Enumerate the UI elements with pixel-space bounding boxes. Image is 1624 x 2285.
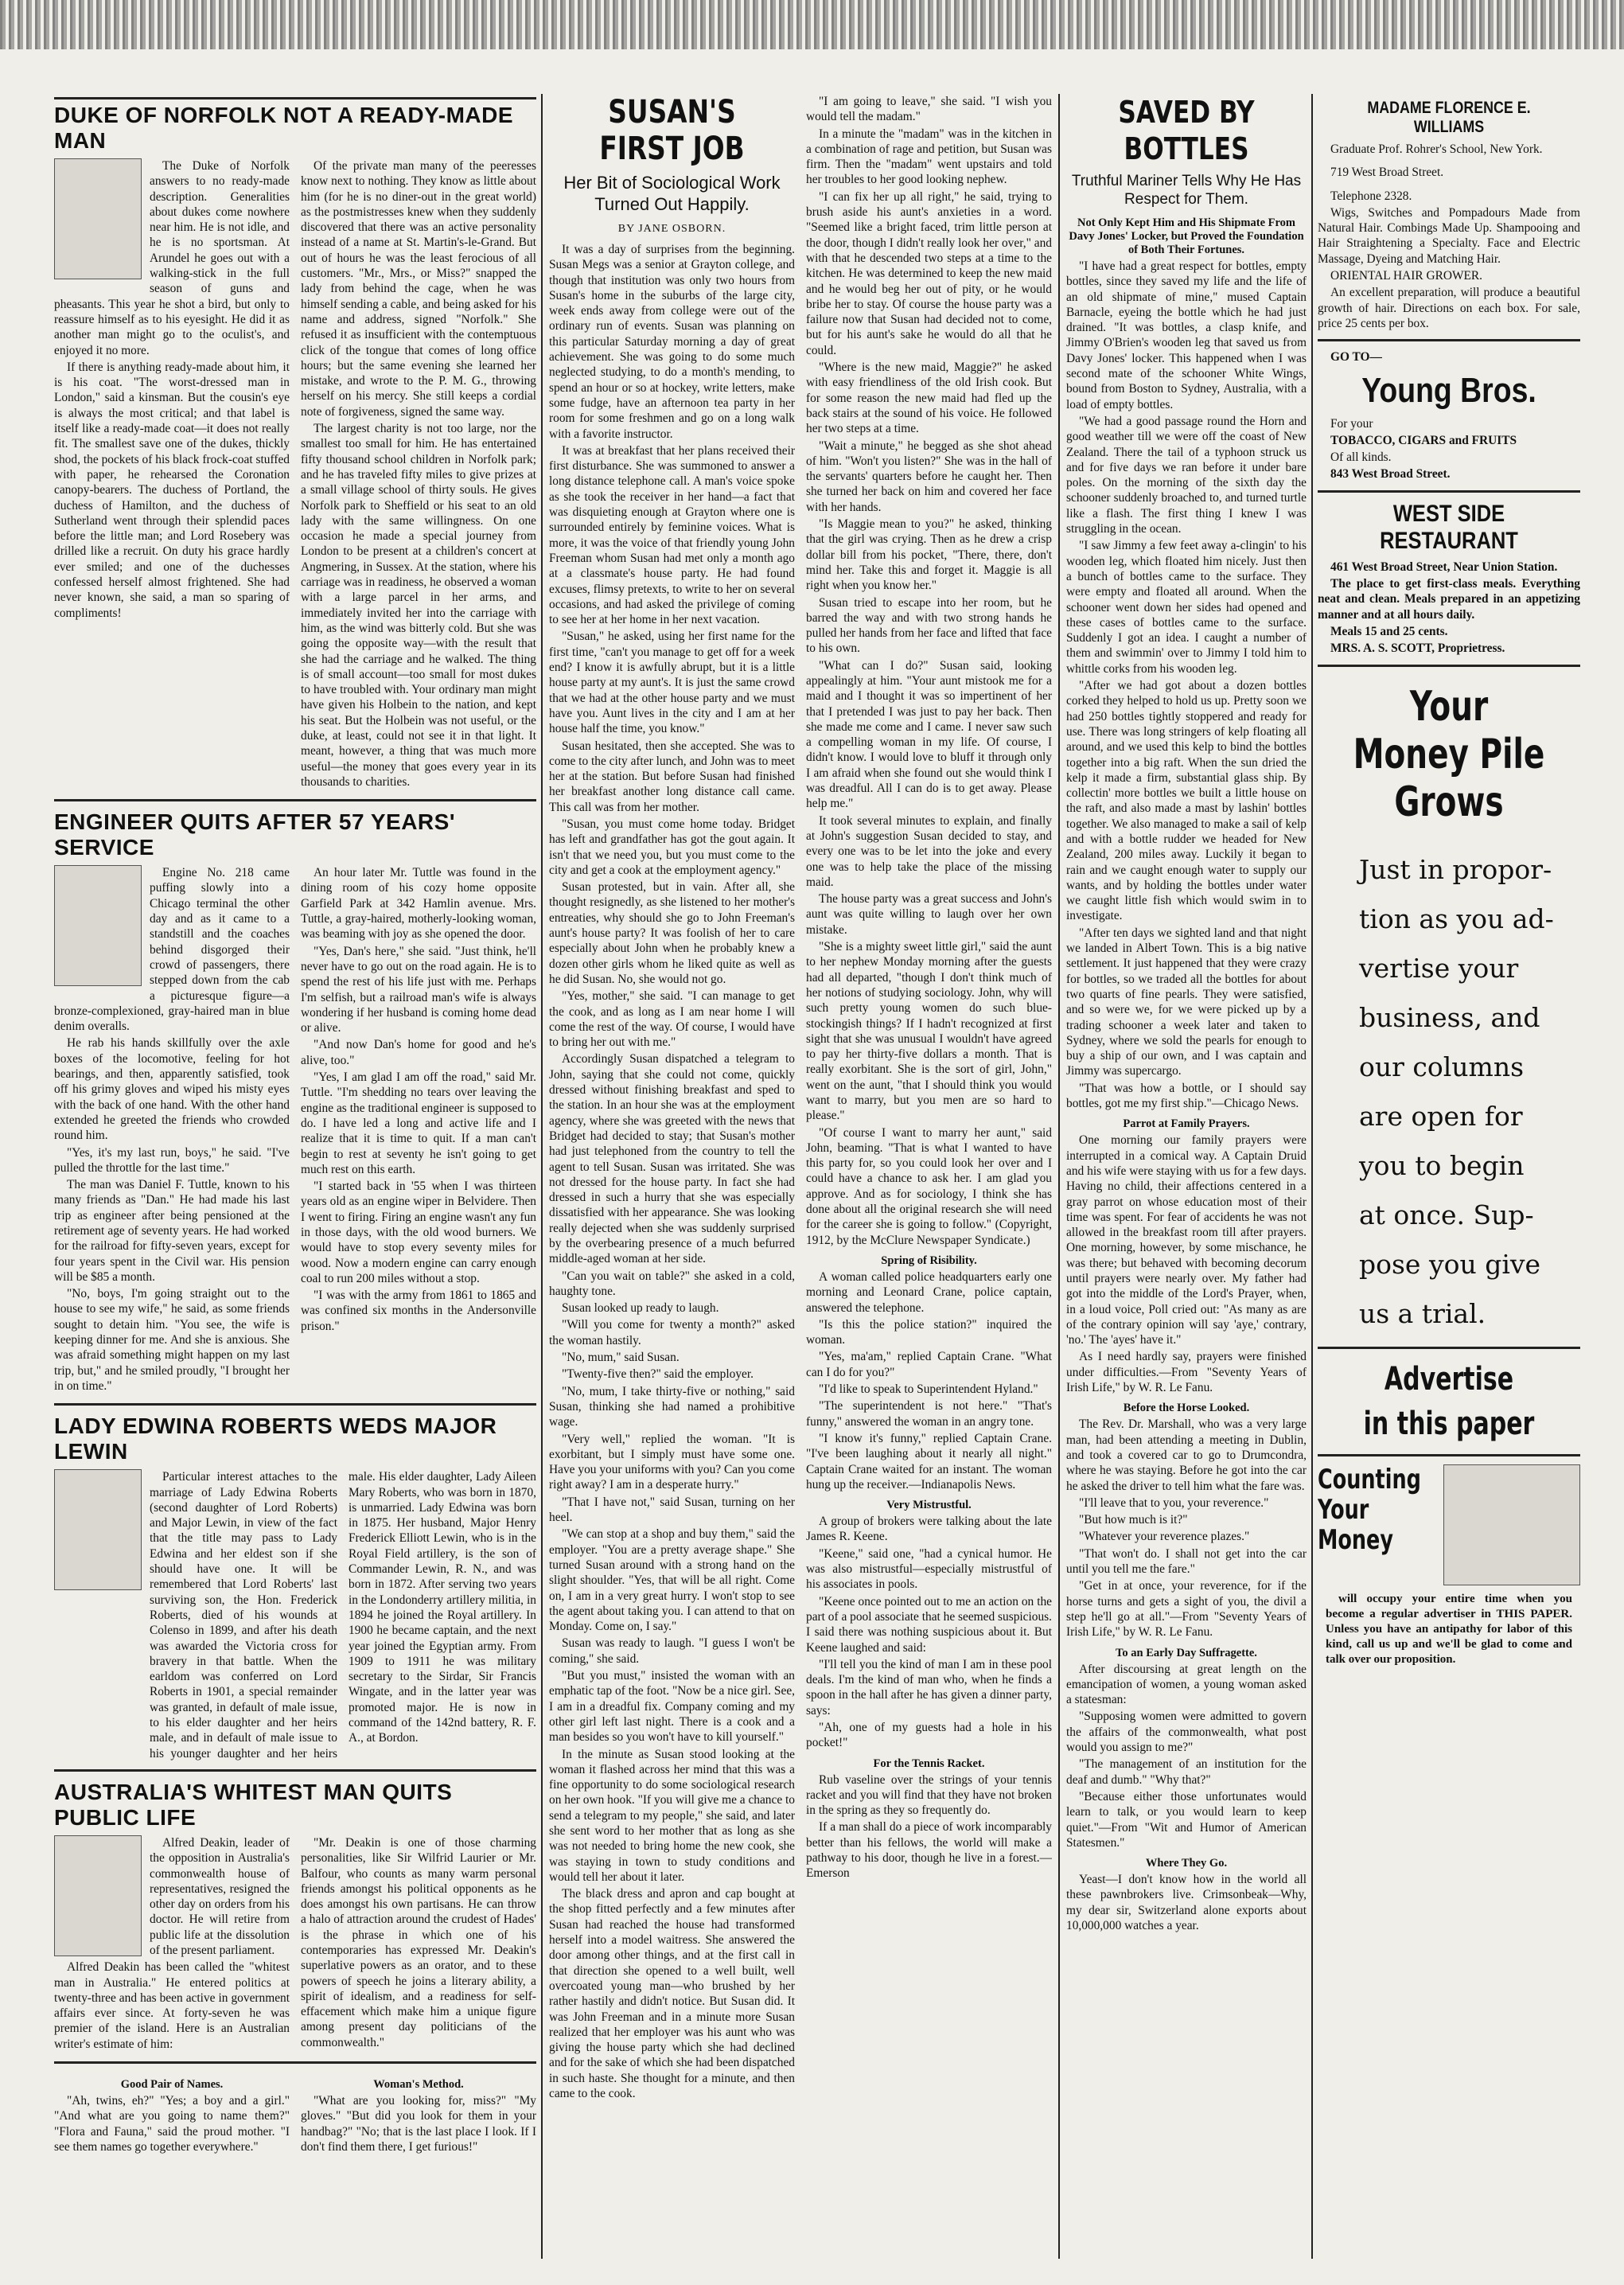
duke-portrait bbox=[54, 158, 142, 279]
susan-para: "No, mum, I take thirty-five or nothing," said Susan, thinking she had named a prohibitive wage. bbox=[549, 1384, 795, 1429]
tennis-title: For the Tennis Racket. bbox=[873, 1757, 985, 1770]
bottles-para: "I saw Jimmy a few feet away a-clingin' to his wooden leg, which floated him nicely. Just then a bunch of bottles came to the surface. They were empty and floated all around. When the schooner went down her sides had opened and these cases of bottles came to the surface. Suddenly I got an idea. I caught a number of them and swimmin' over to Jimmy I told him to whittle corks from his wooden leg. bbox=[1066, 539, 1307, 676]
bottles-subhead: Truthful Mariner Tells Why He Has Respect for Them. bbox=[1071, 173, 1302, 208]
money-ad-line: are open for bbox=[1359, 1100, 1523, 1132]
west-ad-line: 461 West Broad Street, Near Union Station. bbox=[1330, 560, 1558, 574]
ad-rule bbox=[1318, 1454, 1580, 1456]
method-text: "What are you looking for, miss?" "My gloves." "But did you look for them in your handbag?" "No; that is the last place I look. If I don't find them there, I get furious!" bbox=[301, 2094, 536, 2154]
mistrustful-para: "Keene," said one, "had a cynical humor. He was also mistrustful—especially mistrustful of his associates in pools. bbox=[806, 1546, 1052, 1592]
money-ad-line: us a trial. bbox=[1359, 1297, 1486, 1329]
susan-para: Susan looked up ready to laugh. bbox=[562, 1301, 719, 1316]
susan-para: "We can stop at a shop and buy them," said the employer. "You are a pretty average shape." She turned Susan around with a strong hand on the slight shoulder. "Yes, that will be all right. Come on, I am in a very great hurry. I won't stop to see the agent about taking you. I can attend to that on Monday. Come on, I say." bbox=[549, 1527, 795, 1634]
susan-para: "Is Maggie mean to you?" he asked, thinking that the girl was crying. Then as he drew a crisp dollar bill from his pocket, "There, there, don't mind her. Take this and forget it. Maggie is all right when you know her." bbox=[806, 517, 1052, 593]
norfolk-para: The largest charity is not too large, nor the smallest too small for him. He has entertained fifty thousand school children in Norfolk park; and he has traveled fifty miles to give prizes at a small village school of thirty souls. He gives Norfolk park to Sheffield or his seat to an old lady with the same willingness. On one occasion he made a special journey from London to be present at a children's concert at Angmering, in Sussex. At the station, where his carriage was in readiness, he observed a woman with a large parcel in her arms, and immediately invited her into the carriage with him, as the wind was bitterly cold. But she was going the opposite way—with the result that she had the carriage and he walked. The thing is of small account—too small for most dukes to have troubled with. Your ordinary man might have given his Holbein to the nation, and kept his seat. But the Holbein was not useful, or the duke, at least, could not see it in that light. It meant, however, a thing that was much more useful—the money that goes every year in its thousands to charities. bbox=[301, 422, 536, 789]
susan-para: Susan tried to escape into her room, but he barred the way and with two strong hands he pulled her hands from her face and lifted that face to his own. bbox=[806, 595, 1052, 656]
engineer-para: "I was with the army from 1861 to 1865 and was confined six months in the Andersonville prison." bbox=[301, 1289, 536, 1333]
norfolk-headline: DUKE OF NORFOLK NOT A READY-MADE MAN bbox=[54, 97, 536, 154]
bottles-column bbox=[1066, 94, 1307, 2253]
names-title: Good Pair of Names. bbox=[120, 2078, 224, 2092]
section-rule bbox=[54, 1769, 536, 1772]
susan-para: It was at breakfast that her plans received their first disturbance. She was summoned to answer a long distance telephone call. A man's voice spoke as she took the receiver in her hand—a fact that was disquieting enough at Grayton where one is surrounded entirely by feminine voices. What is more, it was the voice of that friendly young John Freeman whom Susan had met only a month ago at a classmate's house party. He had found excuses, flimsy pretexts, to write to her on several occasions, and had asked the privilege of coming to see her at her home in her next vacation. bbox=[549, 443, 795, 627]
susan-para: In the minute as Susan stood looking at the woman it flashed across her mind that this was a fine opportunity to do some sociological research on her own hook. "If you will give me a chance to send a telegram to my people," she said, and later she sent word to her mother that as long as she was not needed to bring home the new cook, she was staying in town to study conditions and would tell her about it later. bbox=[549, 1747, 795, 1884]
williams-ad-name: MADAME FLORENCE E. WILLIAMS bbox=[1367, 99, 1531, 136]
norfolk-para: The Duke of Norfolk answers to no ready-made description. Generalities about dukes come nowhere near him. He is not idle, and he is no sportsman. At Arundel he goes out with a walking-stick in the full season of guns and pheasants. This year he shot a bird, but only to reassure himself as to his eyesight. He did it as another man might go to the oculist's, and enjoyed it no more. bbox=[54, 159, 290, 357]
section-rule bbox=[54, 1403, 536, 1406]
bottles-para: "We had a good passage round the Horn and good weather till we were off the coast of New Zealand. There the tail of a typhoon struck us and for five days we ran before it under bare poles. On the morning of the sixth day the schooner suddenly broached to, and turned turtle like a flash. The first thing I knew I was struggling in the ocean. bbox=[1066, 414, 1307, 536]
susan-para: "Susan, you must come home today. Bridget has left and grandfather has got the gout again. It isn't that we need you, but you must come to the city and get a cook at the employment agency." bbox=[549, 817, 795, 877]
susan-para: "Can you wait on table?" she asked in a cold, haughty tone. bbox=[549, 1269, 795, 1298]
engineer-portrait bbox=[54, 865, 142, 986]
money-ad-line: our columns bbox=[1359, 1051, 1525, 1082]
young-ad-name: Young Bros. bbox=[1361, 370, 1536, 410]
money-ad-line: vertise your bbox=[1359, 952, 1519, 984]
money-ad-line: pose you give bbox=[1359, 1248, 1541, 1280]
risibility-para: "Yes, ma'am," replied Captain Crane. "What can I do for you?" bbox=[806, 1350, 1052, 1379]
risibility-para: "The superintendent is not here." "That's funny," answered the woman in an angry tone. bbox=[806, 1399, 1052, 1429]
money-ad-line: business, and bbox=[1359, 1001, 1540, 1033]
mistrustful-para: "Ah, one of my guests had a hole in his pocket!" bbox=[806, 1720, 1052, 1750]
ad-rule bbox=[1318, 490, 1580, 493]
susan-para: "Yes, mother," she said. "I can manage to get the cook, and as long as I am near home I will come the rest of the way. Of course, I would have to bring her out with me." bbox=[549, 989, 795, 1050]
money-ad-line: you to begin bbox=[1359, 1149, 1525, 1181]
engineer-para: Engine No. 218 came puffing slowly into a Chicago terminal the other day and as it came to a standstill and the coaches behind disgorged their crowd of passengers, there stepped down from the cab a picturesque figure—a bronze-complexioned, gray-haired man in blue denim overalls. bbox=[54, 866, 290, 1034]
suffragette-para: "Supposing women were admitted to govern the affairs of the commonwealth, what post would you assign to me?" bbox=[1066, 1710, 1307, 1755]
young-ad-line: 843 West Broad Street. bbox=[1330, 467, 1451, 482]
susan-para: Susan was ready to laugh. "I guess I won't be coming," she said. bbox=[549, 1636, 795, 1666]
young-ad-line: TOBACCO, CIGARS and FRUITS bbox=[1330, 433, 1517, 447]
bottles-para: "I have had a great respect for bottles, empty bottles, since they saved my life and the life of an old shipmate of mine," mused Captain Barnacle, eyeing the bottle which he had just drained. "It was bottles, a clasp knife, and Jimmy O'Brien's wooden leg that saved us from Davy Jones' locker. This happened when I was second mate of the schooner White Wings, bound from Boston to Sydney, Australia, with a load of empty bottles. bbox=[1066, 259, 1307, 411]
ad-rule bbox=[1318, 665, 1580, 667]
engineer-para: "Yes, Dan's here," she said. "Just think, he'll never have to go out on the road again. He is to spend the rest of his life just with me. Perhaps I'm selfish, but a railroad man's wife is always wondering if her husband is coming home dead or alive. bbox=[301, 944, 536, 1035]
column-rule bbox=[1311, 94, 1313, 2259]
williams-ad-line: ORIENTAL HAIR GROWER. bbox=[1330, 269, 1482, 283]
counting-ad-title: Counting Your Money bbox=[1318, 1463, 1421, 1556]
susan-para: "Wait a minute," he begged as she shot ahead of him. "Won't you listen?" She was in the hall of the servants' quarters before he caught her. Then she turned her back on him and covered her face with her hands. bbox=[806, 439, 1052, 514]
deakin-para: Alfred Deakin, leader of the opposition in Australia's commonwealth house of representatives, resigned the other day on orders from his doctor. He will retire from public life at the dissolution of the present parliament. bbox=[150, 1835, 290, 1957]
left-column bbox=[54, 94, 536, 2253]
susan-headline: SUSAN'S FIRST JOB bbox=[599, 94, 745, 167]
engineer-para: "No, boys, I'm going straight out to the house to see my wife," he said, as some friends sought to detain him. "You see, the wife is keeping dinner for me. And she is anxious. She was afraid something might happen on my last trip, but," and he smiled proudly, "I brought her in on time." bbox=[54, 1287, 290, 1393]
advertise-line: in this paper bbox=[1363, 1405, 1535, 1442]
susan-subhead: Her Bit of Sociological Work Turned Out Happily. bbox=[563, 173, 781, 214]
engineer-para: The man was Daniel F. Tuttle, known to his many friends as "Dan." He had made his last trip as engineer after being pensioned at the retirement age of seventy years. He had worked for the railroad for fifty-seven years, except for four years spent in the Civil war. His pension will be $85 a month. bbox=[54, 1178, 290, 1284]
ads-column bbox=[1318, 94, 1580, 2253]
horse-para: "But how much is it?" bbox=[1079, 1513, 1188, 1527]
where-they-go-title: Where They Go. bbox=[1145, 1857, 1228, 1870]
risibility-para: "I'd like to speak to Superintendent Hyland." bbox=[819, 1382, 1038, 1397]
susan-byline: BY JANE OSBORN. bbox=[617, 223, 726, 235]
mistrustful-para: "Keene once pointed out to me an action on the part of a pool associate that he seemed suspicious. I said there was nothing suspicious about it. But Keene laughed and said: bbox=[806, 1594, 1052, 1655]
susan-para: In a minute the "madam" was in the kitchen in a combination of rage and petition, but Susan was firm. Then the "madam" went upstairs and told her troubles to her good looking nephew. bbox=[806, 127, 1052, 187]
engineer-para: He rab his hands skillfully over the axle boxes of the locomotive, feeling for hot bearings, and then, apparently satisfied, took off his grimy gloves and wiped his misty eyes with the back of one hand. With the other hand extended he greeted the friends who crowded round him. bbox=[54, 1036, 290, 1143]
susan-para: "That I have not," said Susan, turning on her heel. bbox=[549, 1495, 795, 1525]
suffragette-para: "Because either those unfortunates would learn to talk, or you would learn to keep quiet."—From "Wit and Humor of American Statesmen." bbox=[1066, 1789, 1307, 1850]
susan-para: Susan protested, but in vain. After all, she thought resignedly, as she listened to her mother's entreaties, why should she go to John Freeman's aunt's house party? It was foolish of her to care especially about John when he probably knew a dozen other girls whom he liked quite as well as he did Susan. No, she would not go. bbox=[549, 880, 795, 986]
susan-column bbox=[549, 94, 1052, 2253]
mistrustful-para: "I'll tell you the kind of man I am in these pool deals. I'm the kind of man who, when he finds a spoon in the hall after he has given a dinner party, says: bbox=[806, 1657, 1052, 1718]
suffragette-para: After discoursing at great length on the emancipation of women, a young woman asked a statesman: bbox=[1066, 1662, 1307, 1707]
risibility-para: "Is this the police station?" inquired the woman. bbox=[806, 1317, 1052, 1347]
engineer-para: "Yes, it's my last run, boys," he said. "I've pulled the throttle for the last time." bbox=[54, 1145, 290, 1175]
horse-para: "Whatever your reverence plazes." bbox=[1079, 1530, 1250, 1544]
williams-ad-line: Graduate Prof. Rohrer's School, New York. bbox=[1330, 142, 1543, 156]
susan-para: "What can I do?" Susan said, looking appealingly at him. "Your aunt mistook me for a maid and I thought it was so impertinent of her that I pretended I was just to pay her back. Then she made me come and I came. I never saw such a compelling woman in my life. Of course, I didn't know. I would love to bluff it through only I am afraid when she found out she would think I was dreadful. All I can do is to get away. Please help me." bbox=[806, 658, 1052, 811]
edwina-headline: LADY EDWINA ROBERTS WEDS MAJOR LEWIN bbox=[54, 1414, 497, 1464]
williams-ad-line: An excellent preparation, will produce a beautiful growth of hair. Directions on each box. For sale, price 25 cents per box. bbox=[1318, 286, 1580, 330]
bottles-para: "After we had got about a dozen bottles corked they helped to hold us up. Pretty soon we had 250 bottles tightly stoppered and ready for use. There was long stringers of kelp floating all around, and we used this kelp to bind the bottles together into a big raft. When the sun dried the kelp it made a firm, substantial glass ship. By collectin' more bottles we built a little house on the raft, and also made a mast by lashin' bottles together. We also managed to make a sail of kelp and with a bottle rudder we headed for New Zealand, 200 miles away. Luckily it began to rain and we caught enough water to supply our wants, and by holding the bottles under water we caught little fish which would swim in to investigate. bbox=[1066, 679, 1307, 923]
risibility-para: "I know it's funny," replied Captain Crane. "I've been laughing about it nearly all night." Captain Crane waited for an instant. The woman hung up the receiver.—Indianapolis News. bbox=[806, 1431, 1052, 1491]
bottles-para: "After ten days we sighted land and that night we landed in Albert Town. This is a big native settlement. It just happened that they were crazy for bottles, so we traded all the bottles for about two quarts of fine pearls. They were satisfied, and so were we, for we were picked up by a trading schooner a week later and taken to Sydney, where we sold the pearls for enough to buy a ship of our own, and I was captain and Jimmy was supercargo. bbox=[1066, 926, 1307, 1078]
susan-para: "No, mum," said Susan. bbox=[562, 1351, 680, 1365]
engineer-para: "And now Dan's home for good and he's alive, too." bbox=[301, 1038, 536, 1067]
susan-para: "I am going to leave," she said. "I wish you would tell the madam." bbox=[806, 95, 1052, 124]
parrot-title: Parrot at Family Prayers. bbox=[1123, 1117, 1250, 1131]
susan-para: "Twenty-five then?" said the employer. bbox=[562, 1367, 754, 1382]
engineer-para: An hour later Mr. Tuttle was found in the dining room of his cozy home opposite Garfield Park at 342 Hamlin avenue. Mrs. Tuttle, a gray-haired, motherly-looking woman, was beaming with joy as she opened the door. bbox=[301, 866, 536, 942]
west-ad-line: Meals 15 and 25 cents. bbox=[1330, 624, 1448, 638]
susan-para: "Where is the new maid, Maggie?" he asked with easy friendliness of the old Irish cook. But for some reason the new maid had fled up the back stairs at the sound of his voice. He followed her two steps at a time. bbox=[806, 361, 1052, 436]
advertise-line: Advertise bbox=[1384, 1360, 1514, 1398]
counting-ad-text: will occupy your entire time when you become a regular advertiser in THIS PAPER. Unless you have an antipathy for labor of this kind, call us up and we'll be glad to come and talk over our proposition. bbox=[1326, 1592, 1572, 1666]
young-ad-line: For your bbox=[1330, 416, 1373, 431]
susan-para: "I can fix her up all right," he said, trying to brush aside his aunt's anxieties in a word. "Seemed like a bright faced, trim little person at the door, though I didn't really look her over," and with that he descended two steps at a time to the kitchen. He was determined to keep the new maid and he would beg her out of pity, or he would bribe her to stay. Of course the house party was a failure now that Susan had decided not to come, but for his aunt's sake he would do all that he could. bbox=[806, 189, 1052, 357]
susan-para: "But you must," insisted the woman with an emphatic tap of the foot. "Now be a nice girl. See, I am in a dreadful fix. Company coming and my other girl left last night. There is a cook and a man besides so you won't have to kill yourself." bbox=[549, 1669, 795, 1745]
bottles-para: "That was how a bottle, or I should say bottles, got me my first ship."—Chicago News. bbox=[1066, 1081, 1307, 1111]
edwina-para: Particular interest attaches to the marriage of Lady Edwina Roberts (second daughter of Lord Roberts) and Major Lewin, in view of the fact that the title may pass to Lady Edwina and her eldest son if she should have one. It will be remembered that Lord Roberts' last surviving son, the Hon. Frederick Roberts, died of his wounds at Colenso in 1899, and after his death was awarded the Victoria cross for bravery in that battle. When the earldom was conferred on Lord Roberts in 1901, a special remainder was granted, in default of male issue, to his elder daughter and her heirs male, and in default of male issue to his younger daughter and her heirs male. His elder daughter, Lady Aileen Mary Roberts, who was born in 1870, is unmarried. Lady Edwina was born in 1875. Her husband, Major Henry Frederick Elliott Lewin, who is in the Royal Field artillery, is the son of Commander Lewin, R. N., and was born in 1872. After serving two years in the Londonderry artillery militia, in 1894 he joined the Royal artillery. In 1900 he became captain, and the next year joined the Egyptian army. From 1909 to 1911 he was military secretary to the Sirdar, Sir Francis Wingate, and in the latter year was promoted major. He is now in command of the 142nd battery, R. F. A., at Bordon. bbox=[150, 1470, 536, 1761]
susan-para: It was a day of surprises from the beginning. Susan Megs was a senior at Grayton college, and though that institution was only two hours from Susan's home in the suburbs of the large city, week ends away from college were out of the ordinary run of events. Susan was planning on this particular Saturday morning a day of great achievement. She was going to do some much neglected studying, to do a month's mending, to spend an hour or so at hockey, write letters, make some fudge, have an afternoon tea party in her room for some freshmen and go on a long walk with a favorite instructor. bbox=[549, 243, 795, 441]
where-they-go-para: Yeast—I don't know how in the world all these pawnbrokers live. Crimsonbeak—Why, my dear sir, Switzerland alone exports about 10,000,000 watches a year. bbox=[1066, 1873, 1307, 1932]
emerson-quote: If a man shall do a piece of work incomparably better than his fellows, the world will make a pathway to his door, though he live in a forest.—Emerson bbox=[806, 1820, 1052, 1881]
page-edge-strip bbox=[0, 0, 1624, 49]
ad-rule bbox=[1318, 339, 1580, 341]
williams-ad-line: 719 West Broad Street. bbox=[1330, 166, 1444, 180]
ad-rule bbox=[1318, 1347, 1580, 1349]
engineer-para: "I started back in '55 when I was thirteen years old as an engine wiper in Belvidere. Then I went to firing. Firing an engine wasn't any fun in those days, with the old wood burners. We would have to stop every seventy miles for wood. Now a modern engine can carry enough coal to run 200 miles without a stop. bbox=[301, 1180, 536, 1285]
section-rule bbox=[54, 799, 536, 801]
horse-para: "That won't do. I shall not get into the car until you tell me the fare." bbox=[1066, 1546, 1307, 1577]
risibility-para: A woman called police headquarters early one morning and Leonard Crane, police captain, answered the telephone. bbox=[806, 1269, 1052, 1315]
horse-title: Before the Horse Looked. bbox=[1123, 1402, 1250, 1415]
engineer-headline: ENGINEER QUITS AFTER 57 YEARS' SERVICE bbox=[54, 809, 455, 860]
method-title: Woman's Method. bbox=[373, 2078, 464, 2092]
susan-para: The black dress and apron and cap bought at the shop fitted perfectly and a few minutes after Susan had reached the house had transformed herself into a model waitress. She answered the door among other things, and at the first call in that direction she opened to a well built, well overcoated young man—who brushed by her rather hastily and didn't notice. But Susan did. It was John Freeman and in a minute more Susan realized that her employer was his aunt who was giving the house party which she had declined and for the sake of which she had been dispatched in such haste. She thought for a minute, and then came to the cook. bbox=[549, 1887, 795, 2101]
money-ad-line: tion as you ad- bbox=[1359, 903, 1554, 934]
engineer-para: "Yes, I am glad I am off the road," said Mr. Tuttle. "I'm shedding no tears over leaving the engine as the traditional engineer is supposed to do. I have led a long and active life and I realize that it is time to quit. If a man can't begin to rest at seventy he isn't going to get much rest on this earth. bbox=[301, 1070, 536, 1176]
money-ad-headline: Your Money Pile Grows bbox=[1353, 682, 1545, 826]
west-ad-line: The place to get first-class meals. Everything neat and clean. Meals prepared in an appetizing manner and at all hours daily. bbox=[1318, 577, 1580, 622]
horse-para: "I'll leave that to you, your reverence." bbox=[1079, 1495, 1269, 1510]
deakin-headline: AUSTRALIA'S WHITEST MAN QUITS PUBLIC LIFE bbox=[54, 1779, 453, 1830]
column-rule bbox=[1058, 94, 1060, 2259]
mistrustful-title: Very Mistrustful. bbox=[886, 1499, 972, 1512]
mistrustful-para: A group of brokers were talking about the late James R. Keene. bbox=[806, 1515, 1052, 1544]
deakin-para: "Mr. Deakin is one of those charming personalities, like Sir Wilfrid Laurier or Mr. Balfour, who counts as many warm personal friends amongst his political opponents as he does amongst his own partisans. He can throw a halo of attraction around the crudest of Hades' is the phrase in which one of his contemporaries has expressed Mr. Deakin's superlative powers as an orator, and to these powers of speech he joins a literary ability, a spirit of idealism, and a readiness for self-effacement which make him a unique figure among present day politicians of the commonwealth." bbox=[301, 1835, 536, 2049]
bottles-headline: SAVED BY BOTTLES bbox=[1118, 95, 1255, 166]
horse-para: "Get in at once, your reverence, for if the horse turns and gets a sight of you, the divil a step he'll go at all."—From "Seventy Years of Irish Life," by W. R. Le Fanu. bbox=[1066, 1579, 1307, 1640]
west-ad-name: WEST SIDE RESTAURANT bbox=[1380, 500, 1518, 554]
counting-ad bbox=[1318, 1464, 1580, 1585]
williams-ad-line: Wigs, Switches and Pompadours Made from Natural Hair. Combings Made Up. Shampooing and Hair Straightening a Specialty. Face and Electric Massage, Dyeing and Matching Hair. bbox=[1318, 205, 1580, 266]
norfolk-para: Of the private man many of the peeresses know next to nothing. They know as little about him (for he is no diner-out in the great world) as the postmistresses knew when they suddenly discovered that there was an active personality instead of a name at St. Martin's-le-Grand. But out of hours he was the least ferocious of all customers. "Mr., Mrs., or Miss?" snapped the lady from behind the cage, when he was himself sending a cable, and being asked for his name and address, signed "Norfolk." She refused it as insufficient with the contemptuous click of the tongue that comes of long office hours; but the same evening she learned her mistake, and wrote to the P. M. G., throwing herself on his mercy. She still keeps a cordial note of forgiveness, signed the same way. bbox=[301, 159, 536, 419]
names-text: "Ah, twins, eh?" "Yes; a boy and a girl." "And what are you going to name them?" "Flora and Fauna," said the proud mother. "I see them names go together everywhere." bbox=[54, 2094, 290, 2154]
money-ad-line: at once. Sup- bbox=[1359, 1199, 1534, 1230]
susan-para: Susan hesitated, then she accepted. She was to come to the city after lunch, and John was to meet her at the station. But before Susan had finished her breakfast another long distance call came. This call was from her mother. bbox=[549, 739, 796, 814]
susan-para: "Susan," he asked, using her first name for the first time, "can't you manage to get off for a week end? I know it is awfully abrupt, but it is a little house party at my aunt's. It is just the same crowd that we had at the other house party and we must have you. Aunt lives in the city and I am at her house half the time, you know." bbox=[549, 630, 795, 736]
tennis-para: Rub vaseline over the strings of your tennis racket and you will find that they have not broken in the spring as they so frequently do. bbox=[806, 1772, 1052, 1818]
money-ad-line: Just in propor- bbox=[1359, 853, 1552, 885]
susan-para: "She is a mighty sweet little girl," said the aunt to her nephew Monday morning after the guests had all departed, "though I don't think much of her notions of studying sociology. John, why will such pretty young women do such blue-stockingish things? If I hadn't recognized at first sight that she was unusual I wouldn't have agreed to pay her thirty-five dollars a month. That is really exorbitant. She is the sort of girl, John," went on the aunt, "that I should think you would want to marry, but you men are so hard to please." bbox=[806, 940, 1052, 1123]
suffragette-para: "The management of an institution for the deaf and dumb." "Why that?" bbox=[1066, 1757, 1307, 1787]
risibility-title: Spring of Risibility. bbox=[881, 1254, 977, 1267]
horse-para: The Rev. Dr. Marshall, who was a very large man, had been attending a meeting in Dublin, and took a covered car to go to Drumcondra, where he was staying. Before he got into the car he asked the driver to tell him what the fare was. bbox=[1066, 1417, 1307, 1493]
section-rule bbox=[54, 2061, 536, 2064]
column-rule bbox=[541, 94, 543, 2259]
suffragette-title: To an Early Day Suffragette. bbox=[1116, 1646, 1257, 1659]
susan-para: It took several minutes to explain, and finally at John's suggestion Susan decided to stay, and every one was to be let into the joke and every one was to help take the place of the missing maid. bbox=[806, 813, 1052, 889]
norfolk-para: If there is anything ready-made about him, it is his coat. "The worst-dressed man in London," said a kinsman. But the cousin's eye is always the most critical; and that label is itself like a ready-made coat—it does not really fit. The smallest save one of the dukes, thickly shod, the pockets of his black frock-coat stuffed with paper, he rehearsed the Coronation canopy-bearers. The duchess of Portland, the duchess of Hamilton, and the duchess of Sutherland went through their splendid paces before the little man; and Lord Rosebery was drilled like a recruit. On duty his grace hardly ever smiled; and one of the duchesses confessed herself almost frightened. She had never known, she said, a man so sparing of compliments! bbox=[54, 360, 290, 620]
susan-para: "Will you come for twenty a month?" asked the woman hastily. bbox=[549, 1318, 795, 1347]
edwina-portrait bbox=[54, 1469, 142, 1590]
deakin-portrait bbox=[54, 1835, 142, 1956]
parrot-para: As I need hardly say, prayers were finished under difficulties.—From "Seventy Years of Irish Life," by W. R. Le Fanu. bbox=[1066, 1350, 1307, 1395]
susan-para: Accordingly Susan dispatched a telegram to John, saying that she could not come, quickly dressed without finishing breakfast and sped to the station. In an hour she was at the employment agency, where she was greeted with the news that Bridget had decided to stay; that Susan's mother had just telephoned from the country to tell the agent to tell Susan. Susan was irritated. She was not dressed for the house party. In fact she had dressed in such a hurry that she was especially dissatisfied with her appearance. She was looking really dejected when she was suddenly surprised by the overbearing presence of a much befurred middle-aged woman at her side. bbox=[549, 1052, 795, 1266]
susan-para: "Very well," replied the woman. "It is exorbitant, but I simply must have some one. Have you your uniforms with you? Can you come right away? I am in a desperate hurry." bbox=[549, 1432, 795, 1492]
bottles-deck: Not Only Kept Him and His Shipmate From Davy Jones' Locker, but Proved the Foundation of Both Their Fortunes. bbox=[1069, 216, 1304, 256]
young-goto: GO TO— bbox=[1330, 350, 1382, 365]
counting-illustration bbox=[1443, 1464, 1580, 1585]
susan-para: The house party was a great success and John's aunt was quite willing to laugh over her own mistake. bbox=[806, 892, 1052, 937]
parrot-para: One morning our family prayers were interrupted in a comical way. A Captain Druid and his wife were staying with us for a few days. Having no child, their affections centered in a gray parrot on whose education most of their time was spent. For fear of accidents he was not allowed in the breakfast room till after prayers. One morning, however, by some mischance, he was there; but behaved with becoming decorum until prayers were nearly over. My father had got into the middle of the Lord's Prayer, when, in a loud voice, Poll cried out: "As many as are of the contrary opinion will say 'aye,' contrary, 'no.' The 'ayes' have it." bbox=[1066, 1133, 1307, 1347]
susan-para: "Of course I want to marry her aunt," said John, beaming. "That is what I wanted to have this party for, so you could look her over and I could have a chance to ask her. I am glad you approve. And as for sociology, I think she has done about all the original research she will need for the career she is going to follow." (Copyright, 1912, by the McClure Newspaper Syndicate.) bbox=[806, 1125, 1052, 1247]
deakin-para: Alfred Deakin has been called the "whitest man in Australia." He entered politics at twenty-three and has been active in government affairs ever since. At forty-seven he was premier of the island. Here is an Australian writer's estimate of him: bbox=[54, 1960, 290, 2051]
west-ad-line: MRS. A. S. SCOTT, Proprietress. bbox=[1330, 641, 1505, 656]
young-ad-line: Of all kinds. bbox=[1330, 450, 1392, 465]
williams-ad-line: Telephone 2328. bbox=[1330, 189, 1412, 203]
